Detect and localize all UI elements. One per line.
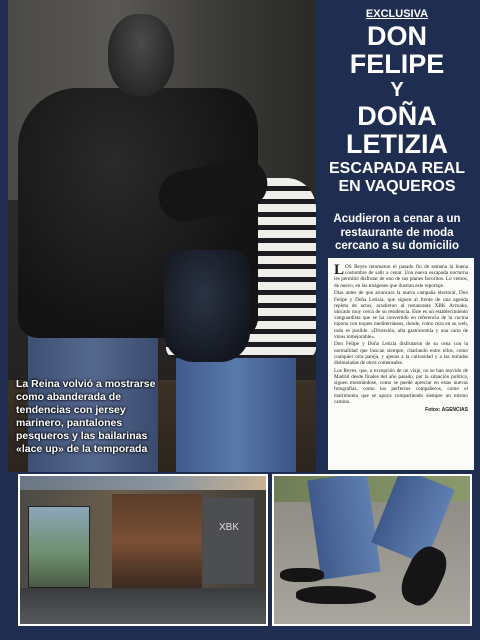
main-photo-couple xyxy=(8,0,316,472)
headline-line5: LETIZIA xyxy=(346,129,448,159)
shoes-photo xyxy=(272,474,472,626)
headline-line2: FELIPE xyxy=(349,49,445,79)
headline xyxy=(322,22,472,158)
headline-line1: DON xyxy=(367,21,427,51)
article-paragraph: Don Felipe y Doña Letizia disfrutaron de su cena con la normalidad que buscan siempre, charlando entre ellos, como cualquier otra pareja, y ajenos a la curiosidad y a las miradas disimuladas de otros comensales. xyxy=(334,341,468,367)
article-paragraph: LOS Reyes retomaron el pasado fin de semana la buena costumbre de salir a cenar. Una nueva escapada nocturna les permitió disfrutar de uno de sus planes favoritos. Lo vemos, de nuevo, en las imágenes que ilustran este reportaje. xyxy=(334,262,468,289)
standfirst: Acudieron a cenar a un restaurante de moda cercano a su domicilio xyxy=(333,213,461,252)
article-paragraph: Los Reyes, que, a excepción de un viaje, no se han movido de Madrid desde finales del año pasado, por la situación política, siguen mostrándose, como se puede apreciar en estas nuevas fotografías, como los perfectos compañeros, como el matrimonio que se apoya compartiendo siempre un mismo camino. xyxy=(334,367,468,405)
restaurant-sign: XBK xyxy=(204,498,254,584)
headline-line3: Y xyxy=(390,79,404,101)
dropcap: L xyxy=(334,262,345,278)
subhead: ESCAPADA REAL EN VAQUEROS xyxy=(328,160,465,195)
ground xyxy=(20,588,266,626)
shoe xyxy=(296,586,376,604)
kicker-exclusiva: EXCLUSIVA xyxy=(365,8,429,20)
woman-jeans xyxy=(176,356,296,472)
photo-caption: La Reina volvió a mostrarse como abanderada de tendencias con jersey marinero, pantalones pesqueros y las bailarinas «lace up» de la temporada xyxy=(16,378,156,455)
glass-window xyxy=(28,506,90,588)
article-body xyxy=(328,258,474,470)
headline-column xyxy=(322,0,480,472)
photo-credit: Fotos: AGENCIAS xyxy=(425,406,468,413)
entrance xyxy=(112,494,202,589)
shoe xyxy=(280,568,324,582)
headline-line4: DOÑA xyxy=(357,101,437,131)
article-paragraph: Días antes de que arrancara la nueva campaña electoral, Don Felipe y Doña Letizia, que siguen al frente de una agenda repleta de actos, acudieron al restaurante XBK Arzuaka, ubicado muy cerca de su residencia. Este es un establecimiento vanguardista que se ha convertido en referencia de la cocina nipona con toques mediterráneos, donde, como reza en su web, todo es posible. «Diversión, alta gastronomía y una carta de vinos inmejorable». xyxy=(334,290,468,340)
restaurant-photo xyxy=(18,474,268,626)
handbag xyxy=(164,250,250,362)
man-head xyxy=(108,14,174,96)
